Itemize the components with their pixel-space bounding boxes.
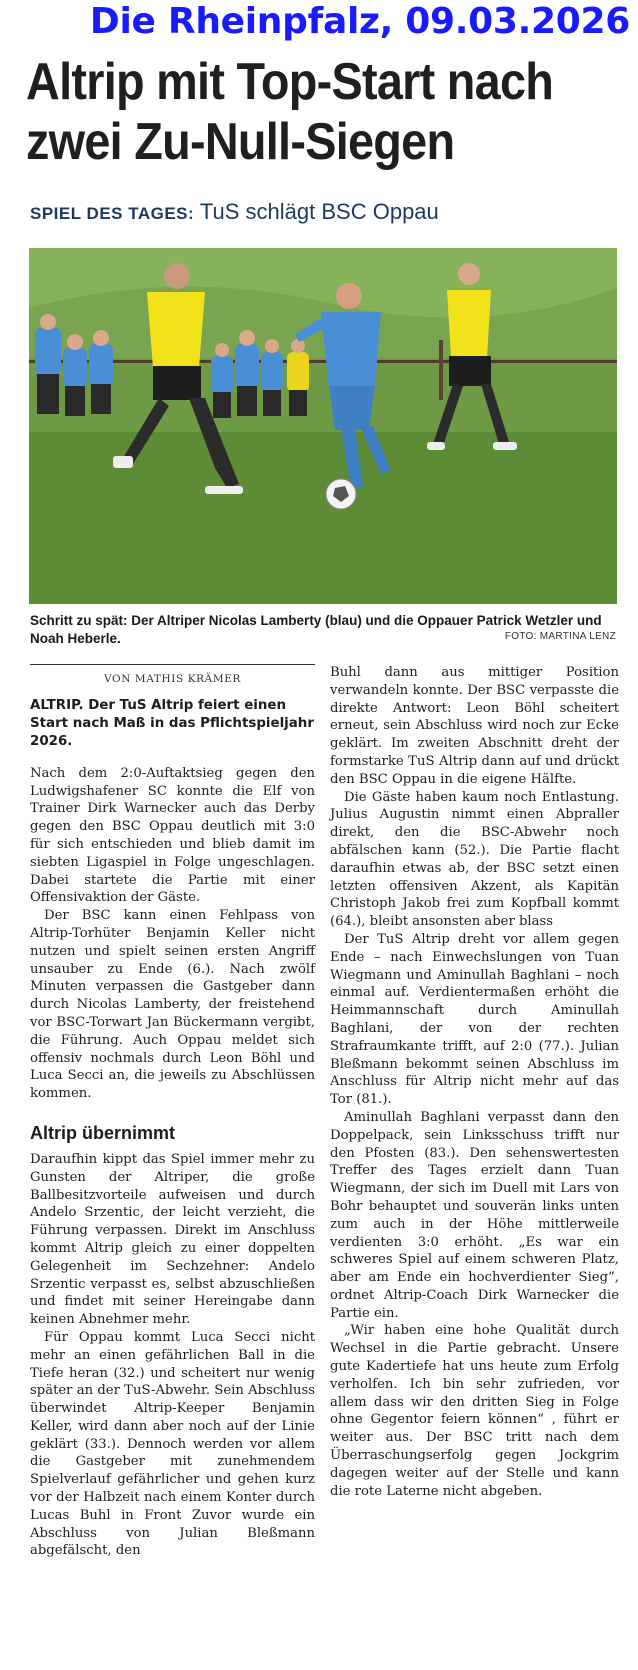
- paragraph: Nach dem 2:0-Auftaktsieg gegen den Ludwigshafener SC konnte die Elf von Trainer Dirk Warnecker auch das Derby gegen den BSC Oppau deutlich mit 3:0 für sich entschieden und blieb damit im siebten Ligaspiel in Folge ungeschlagen. Dabei startete die Partie mit einer Offensivaktion der Gäste.: [30, 765, 315, 906]
- photo-credit: FOTO: MARTINA LENZ: [504, 631, 616, 642]
- article-column-2: [330, 664, 619, 1500]
- subline-text: TuS schlägt BSC Oppau: [199, 199, 439, 224]
- paragraph: Die Gäste haben kaum noch Entlastung. Julius Augustin nimmt einen Abpraller direkt, den die BSC-Abwehr noch abfälschen kann (52.). Die Partie flacht daraufhin etwas ab, der BSC setzt einen letzten offensiven Akzent, als Kapitän Christoph Jakob frei zum Kopfball kommt (64.), bleibt ansonsten aber blass: [330, 789, 619, 930]
- paragraph: Daraufhin kippt das Spiel immer mehr zu Gunsten der Altriper, die große Ballbesitzvorteile aufweisen und durch Andelo Srzentic, der leicht verzieht, die Führung verpassen. Direkt im Anschluss kommt Altrip gleich zu einer doppelten Gelegenheit im Sechzehner: Andelo Srzentic verpasst es, selbst abzuschließen und findet mit seiner Hereingabe dann keinen Abnehmer mehr.: [30, 1151, 315, 1328]
- photo-caption: Schritt zu spät: Der Altriper Nicolas Lamberty (blau) und die Oppauer Patrick Wetzler und Noah Heberle.: [30, 613, 602, 646]
- byline: VON MATHIS KRÄMER: [104, 673, 241, 685]
- paragraph: Für Oppau kommt Luca Secci nicht mehr an einen gefährlichen Ball in die Tiefe heran (32.) und scheitert nur wenig später an der TuS-Abwehr. Sein Abschluss überwindet Altrip-Keeper Benjamin Keller, wird dann aber noch auf der Linie geklärt (33.). Dennoch werden vor allem die Gastgeber mit zunehmendem Spielverlauf gefährlicher und gehen kurz vor der Halbzeit nach einem Konter durch Lucas Buhl in Front Zuvor wurde ein Abschluss von Julian Bleßmann abgefälscht, den: [30, 1329, 315, 1559]
- article-column-1: [30, 664, 315, 1560]
- source-label: Die Rheinpfalz, 09.03.2026: [89, 1, 630, 42]
- kicker: SPIEL DES TAGES:: [30, 204, 195, 223]
- column-rule: [30, 664, 315, 665]
- paragraph: Aminullah Baghlani verpasst dann den Doppelpack, sein Linksschuss trifft nur den Pfosten (83.). Den sehenswertesten Treffer des Tages erzielt dann Tuan Wiegmann, der sich im Duell mit Lars von Bohr behauptet und souverän links unten zum auch in der Höhe mittlerweile verdienten 3:0 erhöht. „Es war ein schweres Spiel auf einem schweren Platz, aber am Ende ein hochverdienter Sieg“, ordnet Altrip-Coach Dirk Warnecker die Partie ein.: [330, 1109, 619, 1321]
- match-photo: [29, 248, 617, 604]
- lead-paragraph: ALTRIP. Der TuS Altrip feiert einen Start nach Maß in das Pflichtspieljahr 2026.: [30, 697, 314, 749]
- paragraph: Der TuS Altrip dreht vor allem gegen Ende – nach Einwechslungen von Tuan Wiegmann und Aminullah Baghlani – noch einmal auf. Verdientermaßen erhöht die Heimmannschaft durch Aminullah Baghlani, der von der rechten Strafraumkante trifft, auf 2:0 (77.). Julian Bleßmann bekommt seinen Abschluss im Anschluss für Altrip nicht mehr auf das Tor (81.).: [330, 931, 619, 1108]
- subline: [30, 198, 439, 228]
- headline: Altrip mit Top-Start nach zwei Zu-Null-Siegen: [26, 53, 554, 171]
- paragraph: Buhl dann aus mittiger Position verwandeln konnte. Der BSC verpasste die direkte Antwort: Leon Böhl scheitert erneut, sein Abschluss wird noch zur Ecke geklärt. Im zweiten Abschnitt dreht der formstarke TuS Altrip dann auf und drückt den BSC Oppau in die eigene Hälfte.: [330, 665, 619, 787]
- subheading: Altrip übernimmt: [30, 1122, 176, 1143]
- paragraph: Der BSC kann einen Fehlpass von Altrip-Torhüter Benjamin Keller nicht nutzen und spielt seinen ersten Angriff unsauber zu Ende (6.). Nach zwölf Minuten verpassen die Gastgeber dann durch Nicolas Lamberty, der freistehend vor BSC-Torwart Jan Bückermann vergibt, die Führung. Auch Oppau meldet sich offensiv nochmals durch Leon Böhl und Luca Secci an, die jeweils zu Abschlüssen kommen.: [30, 908, 315, 1102]
- paragraph: „Wir haben eine hohe Qualität durch Wechsel in die Partie gebracht. Unsere gute Kadertiefe hat uns heute zum Erfolg verholfen. Ich bin sehr zufrieden, vor allem dass wir den dritten Sieg in Folge ohne Gegentor feiern können“ , führt er weiter aus. Der BSC tritt nach dem Überraschungserfolg gegen Jockgrim dagegen weiter auf der Stelle und kann die rote Laterne nicht abgeben.: [330, 1323, 619, 1499]
